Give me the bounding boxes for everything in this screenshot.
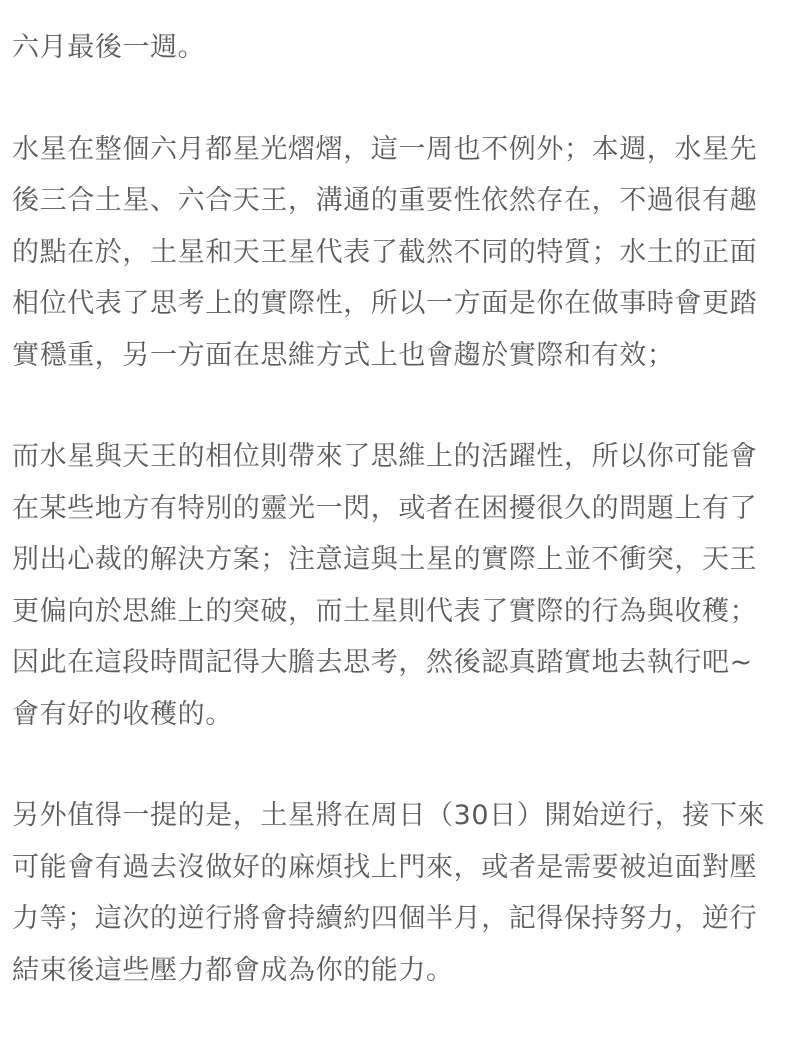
paragraph-intro [12,22,796,74]
article-body [12,22,796,1046]
text-line: 而水星與天王的相位則帶來了思維上的活躍性，所以你可能會 [12,441,758,472]
text-line: 的點在於，土星和天王星代表了截然不同的特質；水土的正面 [12,236,758,268]
text-line: 結束後這些壓力都會成為你的能力。 [12,954,454,986]
text-line: 實穩重，另一方面在思維方式上也會趨於實際和有效； [12,339,675,371]
text-line: 會有好的收穫的。 [12,698,233,730]
text-line: 六月最後一週。 [12,32,206,63]
text-line: 更偏向於思維上的突破，而土星則代表了實際的行為與收穫； [12,595,758,627]
text-line: 水星在整個六月都星光熠熠，這一周也不例外；本週，水星先 [12,133,758,165]
text-line: 別出心裁的解決方案；注意這與土星的實際上並不衝突，天王 [12,544,758,575]
text-line: 在某些地方有特別的靈光一閃，或者在困擾很久的問題上有了 [12,492,758,524]
paragraph-saturn-retrograde [12,790,796,996]
paragraph-mercury-uranus [12,431,796,740]
text-line: 力等；這次的逆行將會持續約四個半月，記得保持努力，逆行 [12,903,758,934]
text-line: 另外值得一提的是，土星將在周日（30日）開始逆行，接下來 [12,800,766,831]
paragraph-mercury-saturn [12,124,796,382]
text-line: 相位代表了思考上的實際性，所以一方面是你在做事時會更踏 [12,288,758,319]
text-line: 可能會有過去沒做好的麻煩找上門來，或者是需要被迫面對壓 [12,851,758,883]
text-line: 後三合土星、六合天王，溝通的重要性依然存在，不過很有趣 [12,185,758,216]
text-line: 因此在這段時間記得大膽去思考，然後認真踏實地去執行吧~ [12,647,753,678]
